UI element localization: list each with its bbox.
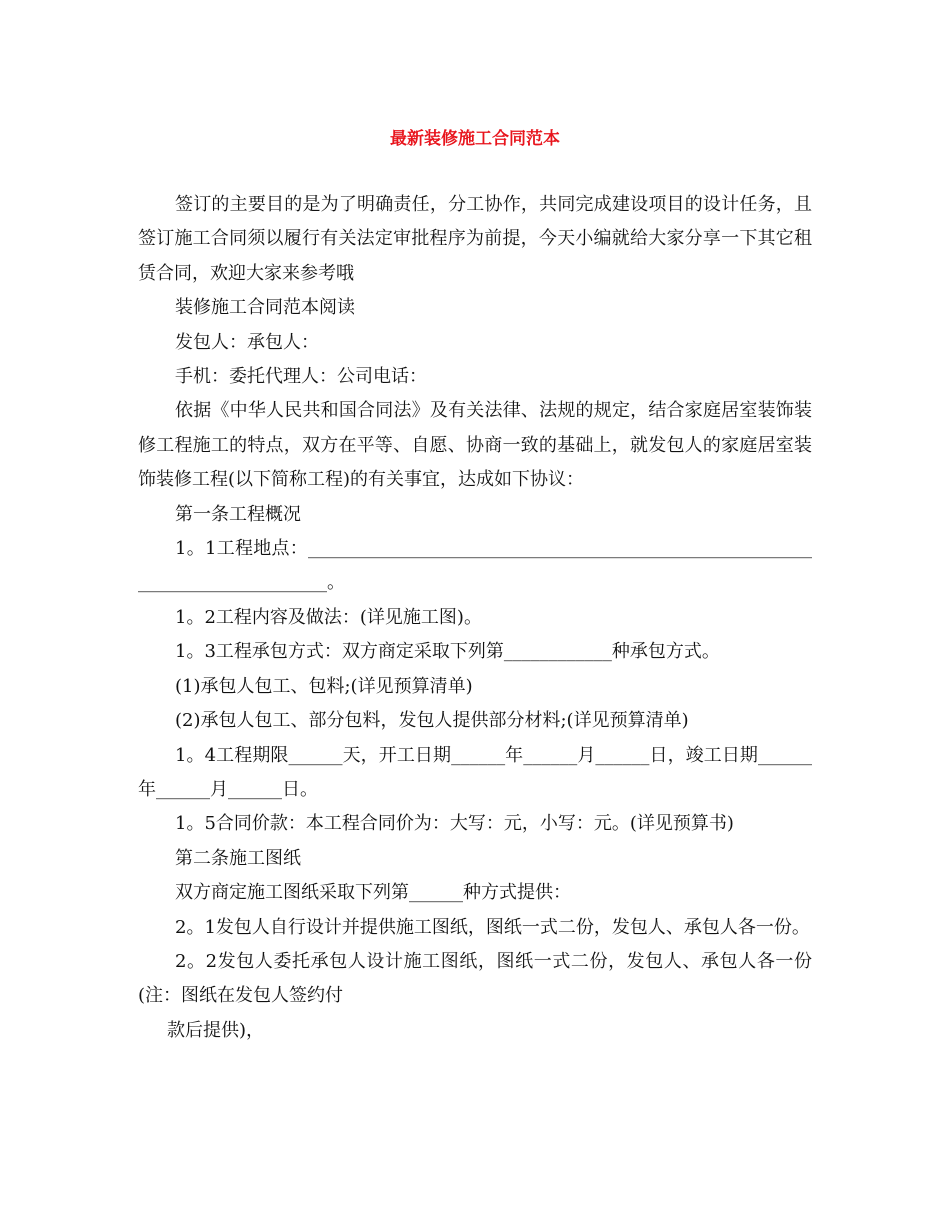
clause-1-2: 1。2工程内容及做法：(详见施工图)。	[175, 606, 482, 628]
clause-1-1: 1。1工程地点：_____________________________________________________________________________。	[138, 538, 812, 594]
paragraph-contacts: 手机：委托代理人：公司电话：	[175, 366, 427, 388]
paragraph-drawing-method: 双方商定施工图纸采取下列第______种方式提供：	[175, 882, 571, 904]
clause-1-5: 1。5合同价款：本工程合同价为：大写：元，小写：元。(详见预算书)	[175, 813, 734, 835]
document-title: 最新装修施工合同范本	[390, 129, 560, 149]
clause-2-2: 2。2发包人委托承包人设计施工图纸，图纸一式二份，发包人、承包人各一份(注：图纸在发包人签约付	[138, 950, 812, 1007]
paragraph-heading-read: 装修施工合同范本阅读	[175, 297, 355, 319]
clause-1-3: 1。3工程承包方式：双方商定采取下列第____________种承包方式。	[175, 641, 720, 663]
paragraph-intro: 签订的主要目的是为了明确责任，分工协作，共同完成建设项目的设计任务，且签订施工合同须以履行有关法定审批程序为前提，今天小编就给大家分享一下其它租赁合同，欢迎大家来参考哦	[138, 194, 812, 284]
document-body	[138, 188, 812, 1048]
paragraph-basis: 依据《中华人民共和国合同法》及有关法律、法规的规定，结合家庭居室装饰装修工程施工的特点，双方在平等、自愿、协商一致的基础上，就发包人的家庭居室装饰装修工程(以下简称工程)的有关事宜，达成如下协议：	[138, 400, 812, 491]
paragraph-parties: 发包人：承包人：	[175, 331, 319, 353]
section-heading-2: 第二条施工图纸	[175, 847, 301, 869]
clause-1-3-option-1: (1)承包人包工、包料;(详见预算清单)	[175, 675, 473, 697]
clause-2-2-continued: 款后提供)，	[167, 1019, 265, 1041]
clause-1-3-option-2: (2)承包人包工、部分包料，发包人提供部分材料;(详见预算清单)	[175, 710, 689, 732]
section-heading-1: 第一条工程概况	[175, 503, 301, 525]
clause-1-4: 1。4工程期限______天，开工日期______年______月______日，竣工日期______年______月______日。	[138, 744, 812, 800]
clause-2-1: 2。1发包人自行设计并提供施工图纸，图纸一式二份，发包人、承包人各一份。	[175, 916, 810, 938]
